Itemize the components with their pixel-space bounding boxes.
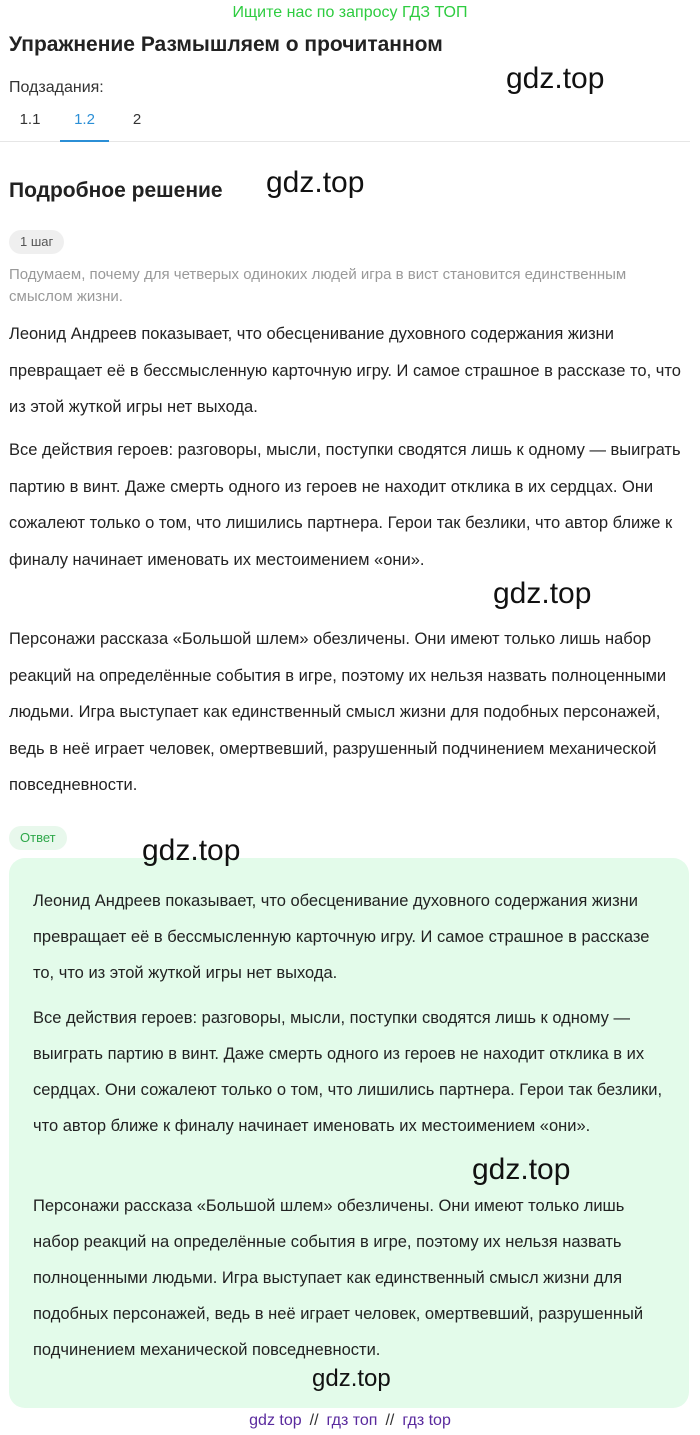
- answer-paragraph: Леонид Андреев показывает, что обесценивание духовного содержания жизни превращает её в бессмысленную карточную игру. И самое страшное в рассказе то, что из этой жуткой игры нет выхода.: [33, 892, 650, 982]
- solution-title: Подробное решение: [9, 179, 223, 202]
- answer-paragraph: Все действия героев: разговоры, мысли, поступки сводятся лишь к одному — выиграть партию в винт. Даже смерть одного из героев не находит отклика в их сердцах. Они сожалеют только о том, что лишились партнера. Герои так безлики, что автор ближе к финалу начинает именовать их местоимением «они».: [33, 1009, 663, 1135]
- watermark: gdz.top: [472, 1153, 571, 1186]
- tab-subtask-1-1[interactable]: 1.1: [19, 111, 41, 128]
- footer-link-gdz-top-mixed[interactable]: гдз top: [402, 1412, 451, 1429]
- watermark: gdz.top: [312, 1365, 391, 1392]
- solution-paragraph: Леонид Андреев показывает, что обесценивание духовного содержания жизни превращает её в бессмысленную карточную игру. И самое страшное в рассказе то, что из этой жуткой игры нет выхода.: [9, 325, 681, 416]
- tab-subtask-2[interactable]: 2: [132, 111, 142, 128]
- footer-link-gdz-top[interactable]: gdz top: [249, 1412, 302, 1429]
- footer-link-gdz-top-ru[interactable]: гдз топ: [326, 1412, 378, 1429]
- answer-paragraph: Персонажи рассказа «Большой шлем» обезличены. Они имеют только лишь набор реакций на определённые события в игре, поэтому их нельзя назвать полноценными людьми. Игра выступает как единственный смысл жизни для подобных персонажей, ведь в неё играет человек, омертвевший, разрушенный подчинением механической повседневности.: [33, 1197, 644, 1359]
- tab-subtask-1-2[interactable]: 1.2: [60, 104, 109, 142]
- footer-separator: //: [309, 1412, 319, 1429]
- subtask-tabs: [0, 104, 690, 142]
- solution-paragraph: Все действия героев: разговоры, мысли, поступки сводятся лишь к одному — выиграть партию в винт. Даже смерть одного из героев не находит отклика в их сердцах. Они сожалеют только о том, что лишились партнера. Герои так безлики, что автор ближе к финалу начинает именовать их местоимением «они».: [9, 441, 681, 569]
- footer-separator: //: [385, 1412, 395, 1429]
- solution-paragraph: Персонажи рассказа «Большой шлем» обезличены. Они имеют только лишь набор реакций на определённые события в игре, поэтому их нельзя назвать полноценными людьми. Игра выступает как единственный смысл жизни для подобных персонажей, ведь в неё играет человек, омертвевший, разрушенный подчинением механической повседневности.: [9, 630, 667, 794]
- watermark: gdz.top: [506, 62, 605, 95]
- answer-box: [9, 858, 689, 1408]
- subtasks-label: Подзадания:: [9, 79, 104, 96]
- watermark: gdz.top: [493, 577, 592, 610]
- watermark: gdz.top: [142, 834, 241, 867]
- step-question: Подумаем, почему для четверых одиноких людей игра в вист становится единственным смыслом жизни.: [9, 266, 627, 305]
- search-banner: Ищите нас по запросу ГДЗ ТОП: [232, 4, 468, 21]
- exercise-title: Упражнение Размышляем о прочитанном: [9, 33, 443, 56]
- watermark: gdz.top: [266, 166, 365, 199]
- answer-badge: Ответ: [9, 826, 67, 850]
- step-badge: 1 шаг: [9, 230, 64, 254]
- footer-links: [0, 1409, 700, 1433]
